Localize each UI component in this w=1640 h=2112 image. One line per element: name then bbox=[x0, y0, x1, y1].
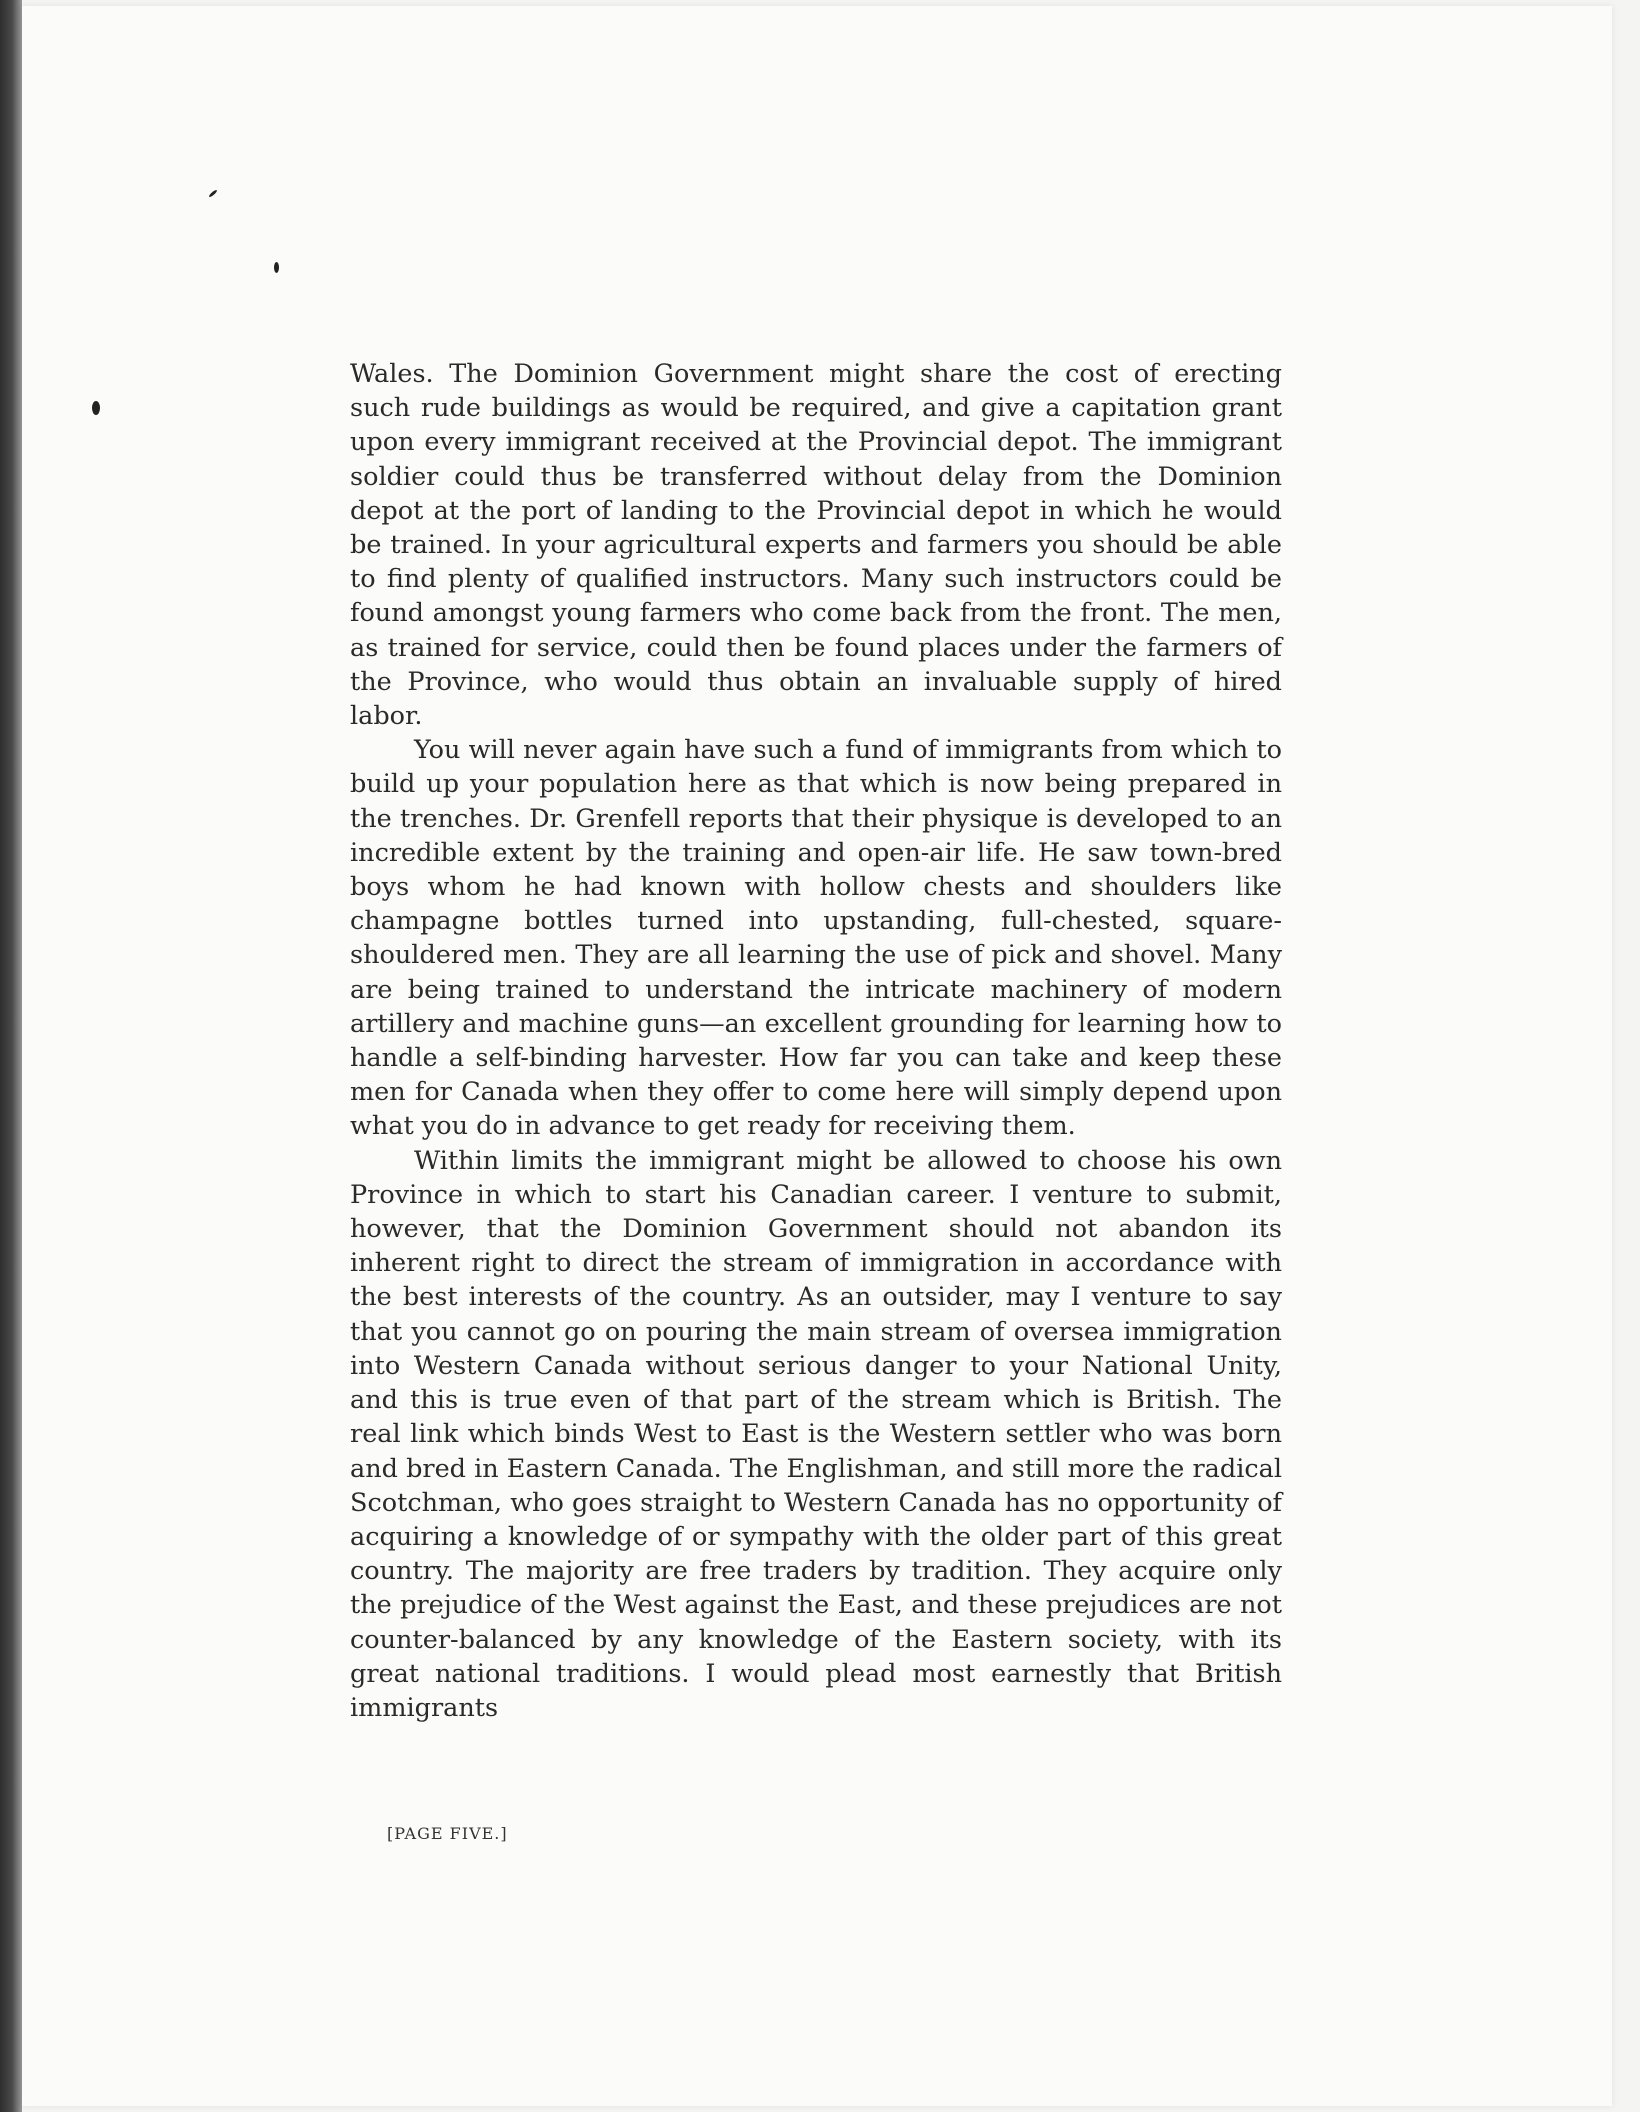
page-footer: [PAGE FIVE.] bbox=[387, 1824, 508, 1843]
body-text bbox=[350, 357, 1282, 1725]
paragraph: Within limits the immigrant might be allowed to choose his own Province in which to start his Canadian career. I venture to submit, however, that the Dominion Government should not abandon its inherent right to direct the stream of immigration in accordance with the best interests of the country. As an outsider, may I venture to say that you cannot go on pouring the main stream of oversea immigration into Western Canada without serious danger to your National Unity, and this is true even of that part of the stream which is British. The real link which binds West to East is the Western settler who was born and bred in Eastern Canada. The Englishman, and still more the radical Scotchman, who goes straight to Western Canada has no opportunity of acquiring a knowledge of or sympathy with the older part of this great country. The majority are free traders by tradition. They acquire only the prejudice of the West against the East, and these prejudices are not counter-balanced by any knowledge of the Eastern society, with its great national traditions. I would plead most earnestly that British immigrants bbox=[350, 1145, 1282, 1723]
scan-speck bbox=[92, 401, 100, 415]
scan-speck bbox=[208, 189, 218, 198]
binding-edge bbox=[0, 0, 22, 2112]
paragraph: You will never again have such a fund of immigrants from which to build up your population here as that which is now being prepared in the trenches. Dr. Grenfell reports that their physique is developed to an incredible extent by the training and open-air life. He saw town-bred boys whom he had known with hollow chests and shoulders like champagne bottles turned into upstanding, full-chested, square-shouldered men. They are all learning the use of pick and shovel. Many are being trained to understand the intricate machinery of modern artillery and machine guns—an excellent grounding for learning how to handle a self-binding harvester. How far you can take and keep these men for Canada when they offer to come here will simply depend upon what you do in advance to get ready for receiving them. bbox=[350, 735, 1282, 1142]
scan-speck bbox=[274, 262, 279, 273]
paragraph: Wales. The Dominion Government might share the cost of erecting such rude buildings as would be required, and give a capitation grant upon every immigrant received at the Provincial depot. The immigrant soldier could thus be transferred without delay from the Dominion depot at the port of landing to the Provincial depot in which he would be trained. In your agricultural experts and farmers you should be able to find plenty of qualified instructors. Many such instructors could be found amongst young farmers who come back from the front. The men, as trained for service, could then be found places under the farmers of the Province, who would thus obtain an invaluable supply of hired labor. bbox=[350, 359, 1282, 732]
